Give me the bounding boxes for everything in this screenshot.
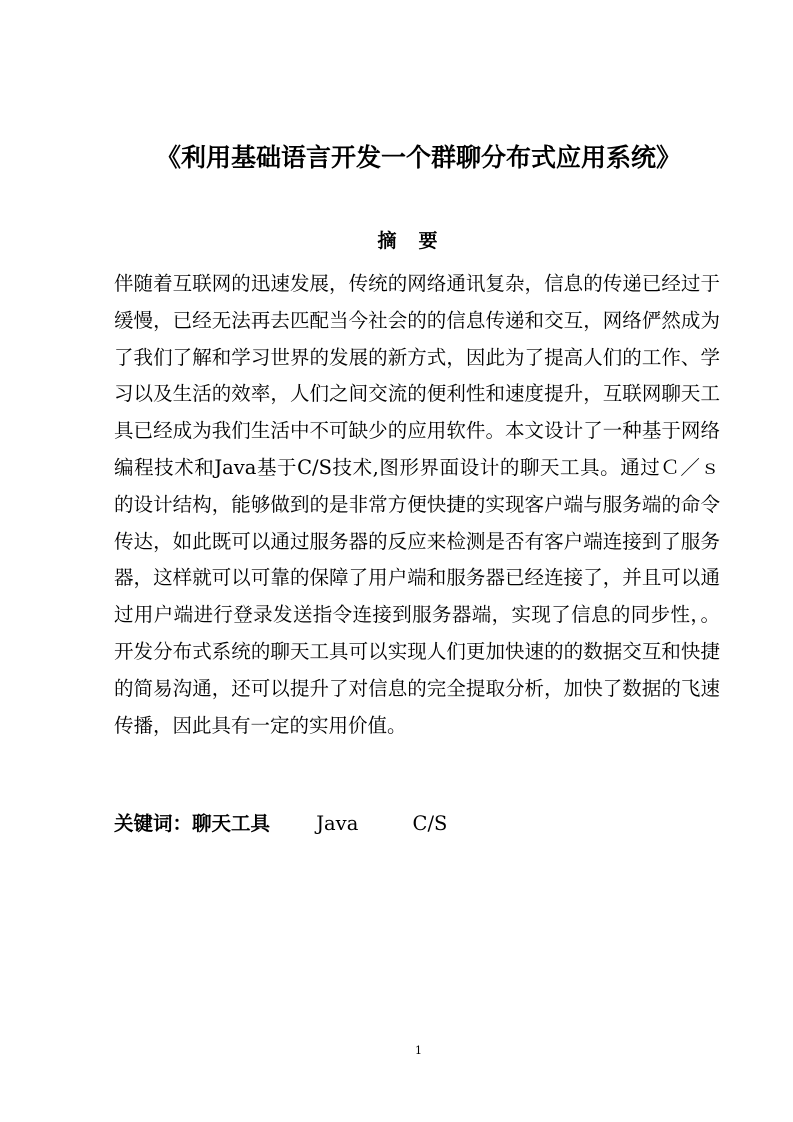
keyword-item: 聊天工具 [192,812,271,835]
page-number: 1 [415,1044,422,1057]
abstract-body: 伴随着互联网的迅速发展，传统的网络通讯复杂，信息的传递已经过于缓慢，已经无法再去匹配当今社会的的信息传递和交互，网络俨然成为了我们了解和学习世界的发展的新方式，因此为了提高人们的工作、学习以及生活的效率，人们之间交流的便利性和速度提升，互联网聊天工具已经成为我们生活中不可缺少的应用软件。本文设计了一种基于网络编程技术和Java基于C/S技术,图形界面设计的聊天工具。通过Ｃ／ｓ的设计结构，能够做到的是非常方便快捷的实现客户端与服务端的命令传达，如此既可以通过服务器的反应来检测是否有客户端连接到了服务器，这样就可以可靠的保障了用户端和服务器已经连接了，并且可以通过用户端进行登录发送指令连接到服务器端，实现了信息的同步性，。开发分布式系统的聊天工具可以实现人们更加快速的的数据交互和快捷的简易沟通，还可以提升了对信息的完全提取分析，加快了数据的飞速传播，因此具有一定的实用价值。 [114,272,720,737]
keyword-item: Java [316,812,359,835]
document-title: 《利用基础语言开发一个群聊分布式应用系统》 [155,143,681,172]
keyword-item: C/S [412,812,448,835]
keywords-line [114,808,720,840]
abstract-heading: 摘要 [377,230,460,252]
keywords-label: 关键词： [114,812,193,835]
